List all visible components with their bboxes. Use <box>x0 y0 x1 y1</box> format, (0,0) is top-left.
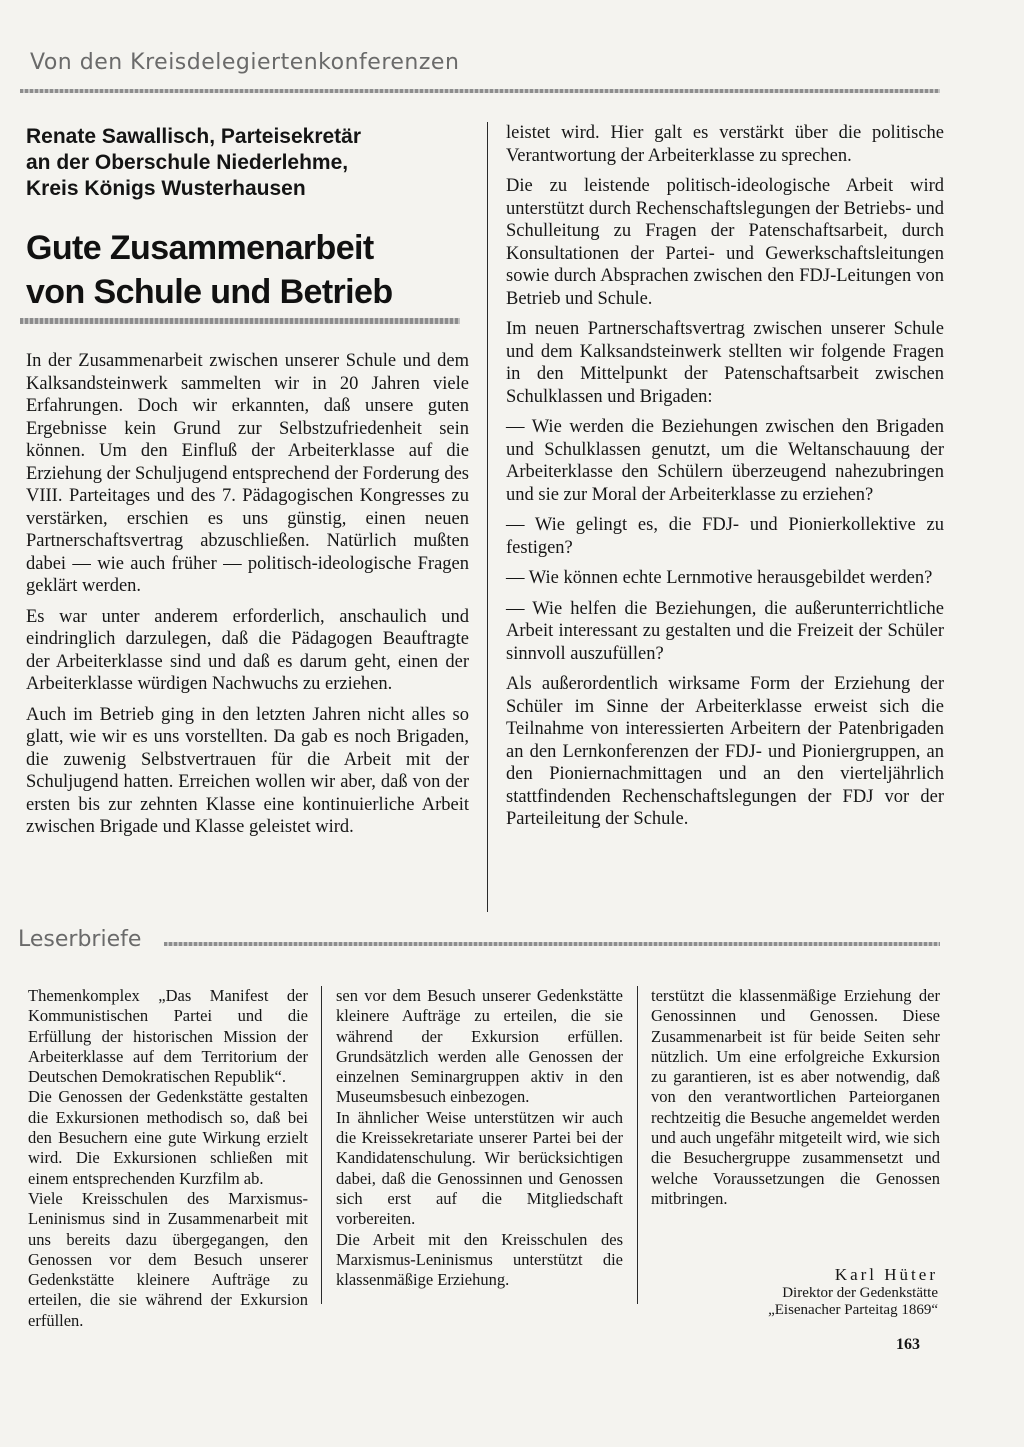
article-column-1 <box>26 350 469 847</box>
paragraph: Die zu leistende politisch-ideologische Arbeit wird unterstützt durch Rechenschaftslegungen der Betriebs- und Schulleitung zu Fragen der Patenschaftsarbeit, durch Konsultationen der Partei- und Gewerkschaftsleitungen sowie durch Absprachen zwischen den FDJ-Leitungen von Betrieb und Schule. <box>506 176 944 309</box>
section-rule <box>20 89 940 93</box>
paragraph: Viele Kreisschulen des Marxismus-Leninismus sind in Zusammenarbeit mit uns bereits dazu übergegangen, den Genossen vor dem Besuch unserer Gedenkstätte kleinere Aufträge zu erteilen, die sie während der Exkursion erfüllen. <box>28 1188 308 1330</box>
paragraph: Es war unter anderem erforderlich, anschaulich und eindringlich darzulegen, daß die Pädagogen Beauftragte der Arbeiterklasse sind und daß es darum geht, einen der Arbeiterklasse würdigen Nachwuchs zu erziehen. <box>26 606 469 694</box>
article-headline <box>26 226 466 314</box>
letters-title: Leserbriefe <box>18 927 142 952</box>
paragraph: In der Zusammenarbeit zwischen unserer Schule und dem Kalksandsteinwerk sammelten wir in 20 Jahren viele Erfahrungen. Doch wir erkannten, daß unsere guten Ergebnisse kein Grund zur Selbstzufriedenheit sein können. Um den Einfluß der Arbeiterklasse auf die Erziehung der Schuljugend entsprechend der Forderung des VIII. Parteitages und des 7. Pädagogischen Kongresses zu verstärken, erschien es uns günstig, einen neuen Partnerschaftsvertrag abzuschließen. Natürlich mußten dabei — wie auch früher — politisch-ideologische Fragen geklärt werden. <box>26 351 469 596</box>
letters-column-2 <box>336 986 623 1290</box>
letters-column-3 <box>651 986 940 1209</box>
signature-block <box>768 1266 938 1319</box>
signature-role: Direktor der Gedenkstätte <box>782 1285 938 1301</box>
question-item: — Wie können echte Lernmotive herausgebildet werden? <box>506 568 933 588</box>
section-title: Von den Kreisdelegiertenkonferenzen <box>30 50 460 75</box>
signature-name: Karl Hüter <box>834 1265 938 1284</box>
question-item: — Wie gelingt es, die FDJ- und Pionierkollektive zu festigen? <box>506 515 944 558</box>
paragraph: In ähnlicher Weise unterstützen wir auch die Kreissekretariate unserer Partei bei der Kandidatenschulung. Wir berücksichtigen dabei, daß die Genossinnen und Genossen sich erst auf die Mitgliedschaft vorbereiten. <box>336 1107 623 1229</box>
headline-line: Gute Zusammenarbeit <box>26 229 374 267</box>
author-line: Kreis Königs Wusterhausen <box>26 177 306 200</box>
headline-rule <box>20 318 460 324</box>
signature-place: „Eisenacher Parteitag 1869“ <box>768 1302 938 1318</box>
paragraph: Auch im Betrieb ging in den letzten Jahren nicht alles so glatt, wie wir es uns vorstellten. Da gab es noch Brigaden, die zuwenig Selbstvertrauen für die Arbeit mit der Schuljugend hatten. Erreichen wollen wir aber, daß von der ersten bis zur zehnten Klasse eine kontinuierliche Arbeit zwischen Brigade und Klasse geleistet wird. <box>26 704 469 837</box>
paragraph: sen vor dem Besuch unserer Gedenkstätte kleinere Aufträge zu erteilen, die sie während der Exkursion erfüllen. Grundsätzlich werden alle Genossen der einzelnen Seminargruppen aktiv in den Museumsbesuch einbezogen. <box>336 986 623 1107</box>
author-block <box>26 124 466 202</box>
paragraph: Die Arbeit mit den Kreisschulen des Marxismus-Leninismus unterstützt die klassenmäßige Erziehung. <box>336 1229 623 1290</box>
paragraph: leistet wird. Hier galt es verstärkt über die politische Verantwortung der Arbeiterklasse zu sprechen. <box>506 123 944 166</box>
page-number: 163 <box>896 1336 920 1353</box>
article-column-2 <box>506 122 944 839</box>
paragraph: Als außerordentlich wirksame Form der Erziehung der Schüler im Sinne der Arbeiterklasse erweist sich die Teilnahme von interessierten Arbeitern der Patenbrigaden an den Lernkonferenzen der FDJ- und Pioniergruppen, an den Pioniernachmittagen und an den vierteljährlich stattfindenden Rechenschaftslegungen der FDJ vor der Parteileitung der Schule. <box>506 674 944 829</box>
author-line: Renate Sawallisch, Parteisekretär <box>26 125 362 148</box>
author-line: an der Oberschule Niederlehme, <box>26 151 349 174</box>
question-item: — Wie werden die Beziehungen zwischen den Brigaden und Schulklassen genutzt, um die Weltanschauung der Arbeiterklasse den Schülern überzeugend nahezubringen und sie zur Moral der Arbeiterklasse zu erziehen? <box>506 417 944 505</box>
paragraph: Themenkomplex „Das Manifest der Kommunistischen Partei und die Erfüllung der historischen Mission der Arbeiterklasse auf dem Territorium der Deutschen Demokratischen Republik“. <box>28 986 308 1087</box>
column-divider <box>487 122 488 912</box>
column-divider <box>637 986 638 1304</box>
paragraph: Im neuen Partnerschaftsvertrag zwischen unserer Schule und dem Kalksandsteinwerk stellten wir folgende Fragen in den Mittelpunkt der Patenschaftsarbeit zwischen Schulklassen und Brigaden: <box>506 319 944 407</box>
letters-column-1 <box>28 986 308 1331</box>
letters-rule <box>164 942 940 946</box>
paragraph: terstützt die klassenmäßige Erziehung der Genossinnen und Genossen. Diese Zusammenarbeit ist für beide Seiten sehr nützlich. Um eine erfolgreiche Exkursion zu garantieren, ist es aber notwendig, daß von den verantwortlichen Parteiorganen rechtzeitig die Besuche angemeldet werden und auch ungefähr mitgeteilt wird, wie sich die Besuchergruppe zusammensetzt und welche Voraussetzungen die Genossen mitbringen. <box>651 986 940 1208</box>
headline-line: von Schule und Betrieb <box>26 273 393 311</box>
question-item: — Wie helfen die Beziehungen, die außerunterrichtliche Arbeit interessant zu gestalten und die Freizeit der Schüler sinnvoll auszufüllen? <box>506 598 944 664</box>
column-divider <box>321 986 322 1304</box>
paragraph: Die Genossen der Gedenkstätte gestalten die Exkursionen methodisch so, daß bei den Besuchern eine gute Wirkung erzielt wird. Die Exkursionen schließen mit einem entsprechenden Kurzfilm ab. <box>28 1087 308 1188</box>
